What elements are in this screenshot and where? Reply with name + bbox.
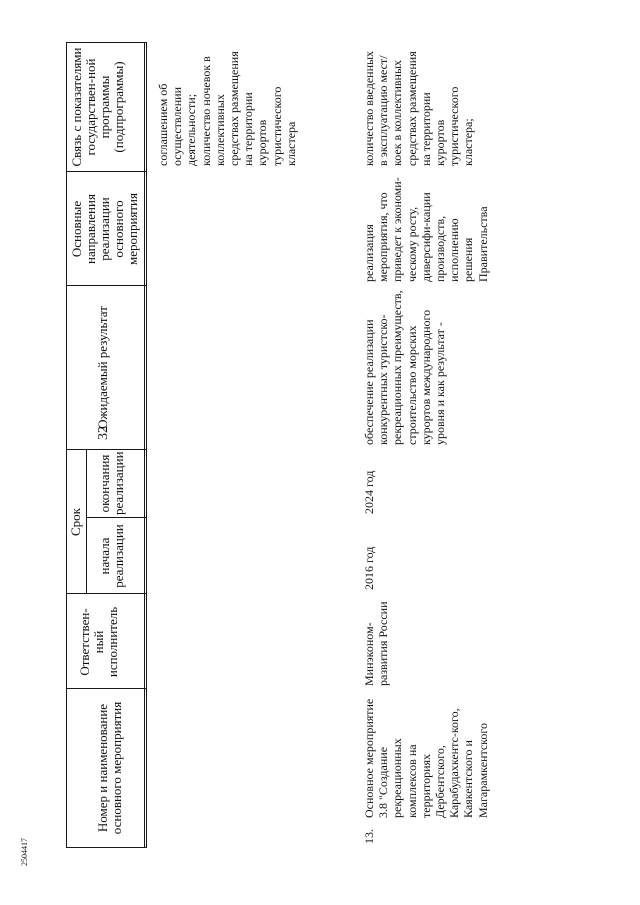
row-name: Основное мероприятие 3.8 "Создание рекреационных комплексов на территориях Дербентского, Карабудахкентс-кого, Каякентского и Магарамкентского (362, 698, 490, 818)
col-divider-4 (86, 517, 146, 518)
table-top-rule (66, 42, 67, 848)
term-split-rule (86, 450, 87, 594)
header-term: Срок (68, 508, 83, 536)
header-bottom-rule (144, 42, 145, 848)
header-directions: Основные направления реализации основного мероприятия (69, 193, 140, 266)
row-end: 2024 год (362, 470, 376, 514)
row-number: 13. (362, 829, 376, 844)
col-divider-7 (66, 171, 146, 172)
col-divider-3 (66, 593, 146, 594)
header-result: Ожидаемый результат (95, 306, 110, 429)
col-divider-2 (66, 688, 146, 689)
header-link: Связь с показателями государствен-ной программы (подпрограммы) (69, 47, 126, 167)
col-divider-6 (66, 285, 146, 286)
header-name: Номер и наименование основного мероприятия (95, 701, 124, 835)
continuation-bottom-rule (146, 42, 147, 848)
header-end: окончания реализации (97, 451, 126, 515)
row-start: 2016 год (362, 546, 376, 590)
col-divider-8 (66, 42, 146, 43)
page-number: 32 (96, 426, 111, 440)
row-responsible: Минэконом-развития России (362, 601, 391, 686)
row-link: количество введенных в эксплуатацию мест/коек в коллективных средствах размещения на территории курортов туристического кластера; (362, 50, 476, 166)
col-divider-1 (66, 847, 146, 848)
header-start: начала реализации (97, 524, 126, 588)
row-result: обеспечение реализации конкурентных туристско-рекреационных преимуществ, строительство морских курортов международного уровня и как результат - (362, 290, 448, 445)
col-divider-5 (66, 449, 146, 450)
header-responsible: Ответствен-ный исполнитель (77, 606, 120, 678)
row-directions: реализация мероприятия, что приведет к экономи-ческому росту, диверсифи-кации производств, исполнению решения Правительства (362, 177, 490, 282)
continuation-link-text: соглашением об осуществлении деятельности; количество ночевок в коллективных средствах размещения на территории курортов туристического кластера (156, 51, 298, 166)
measures-table (66, 42, 606, 848)
document-id: 2504417 (20, 838, 29, 866)
